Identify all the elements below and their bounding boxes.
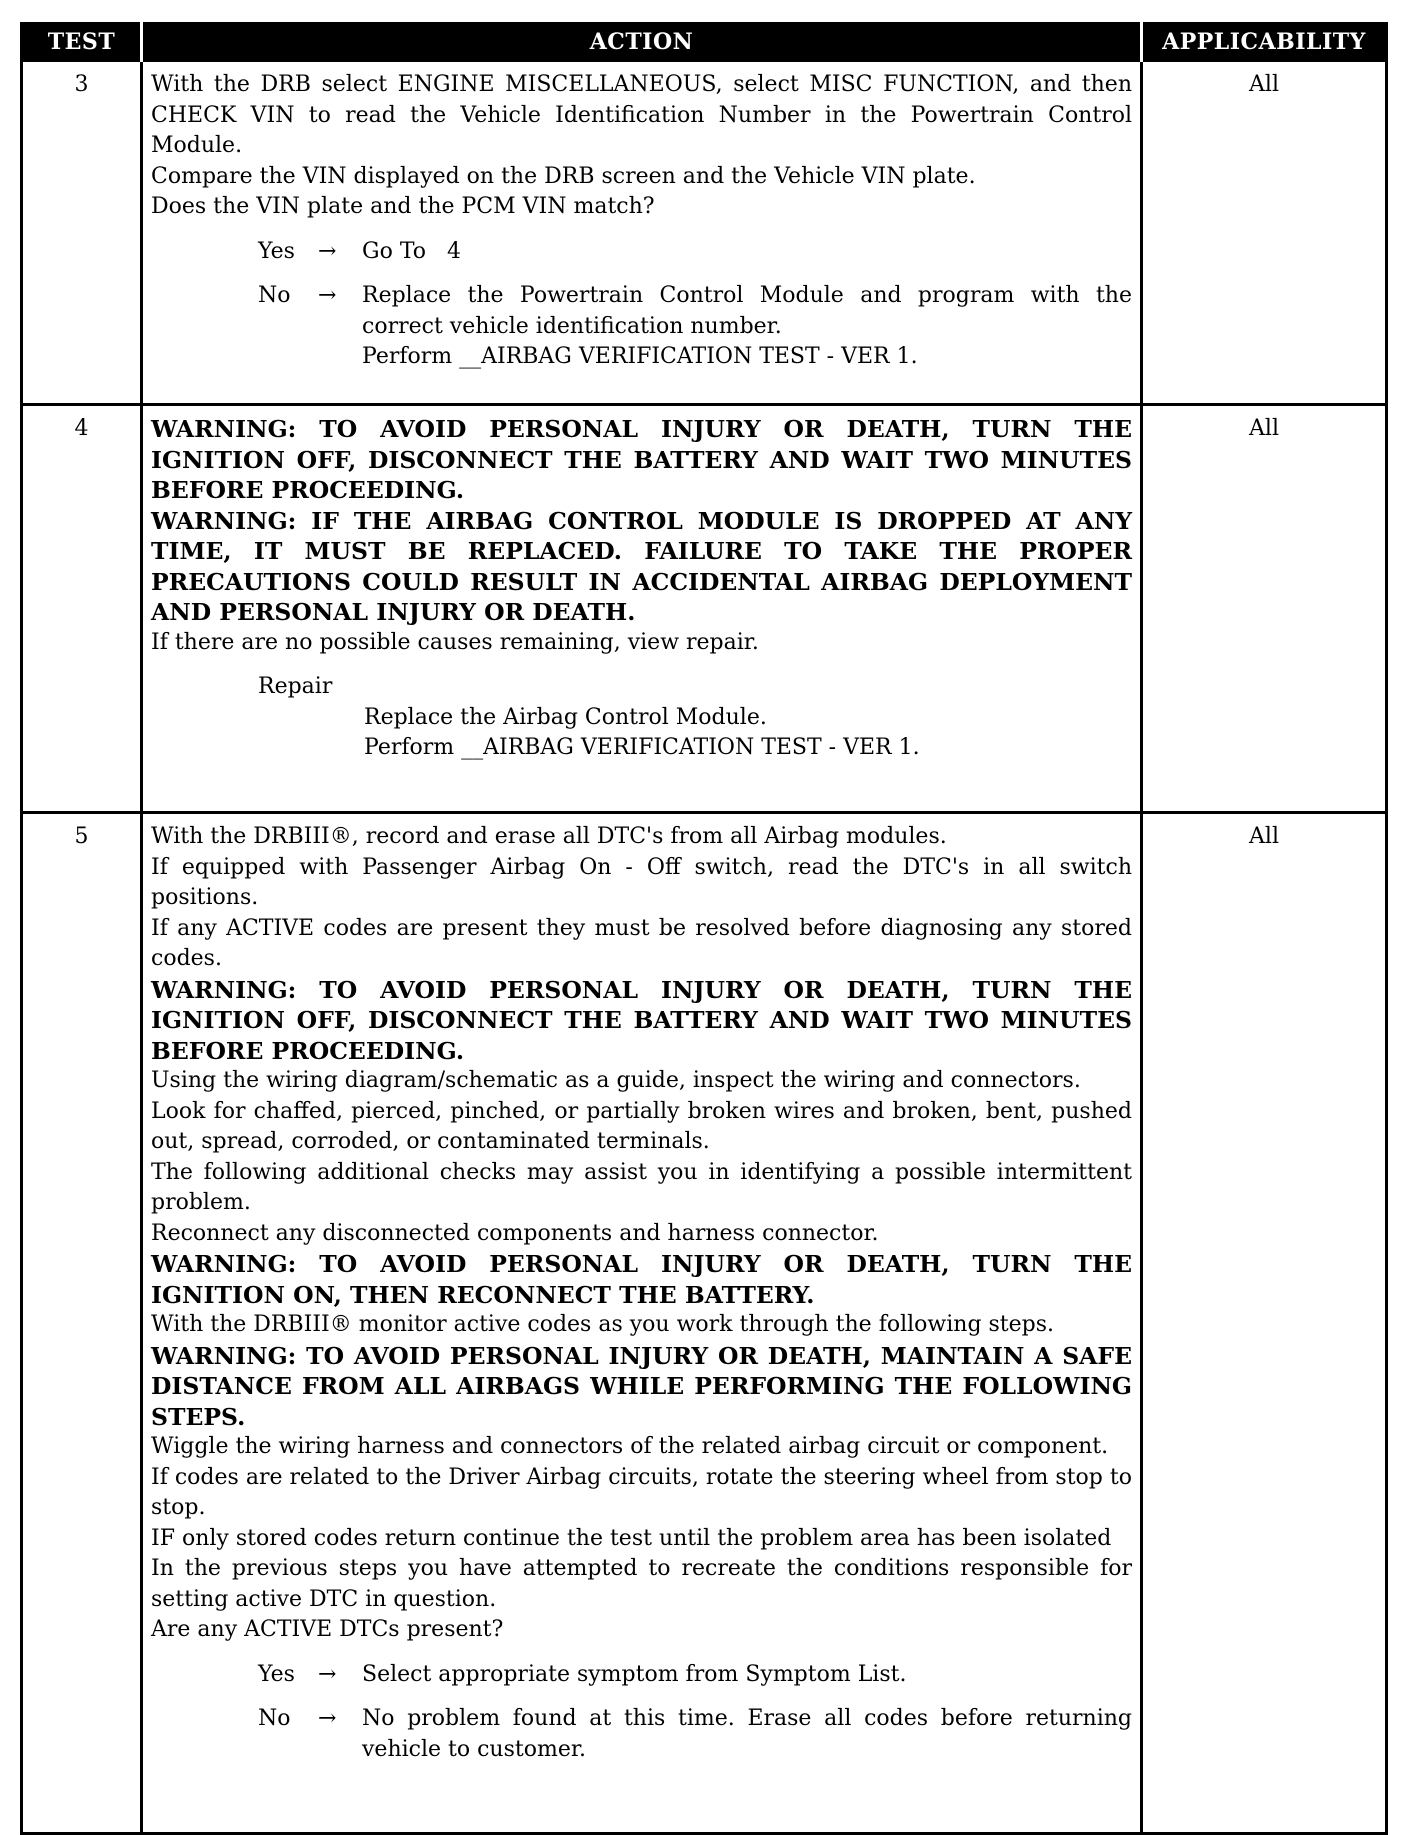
arrow-right-icon: → <box>318 283 337 308</box>
no-action-text: Replace the Powertrain Control Module and program with the correct vehicle identification number. <box>362 283 1132 339</box>
action-cell <box>142 813 1142 1834</box>
action-text: IF only stored codes return continue the test until the problem area has been isolated <box>151 1525 1112 1551</box>
action-text: If codes are related to the Driver Airbag circuits, rotate the steering wheel from stop to stop. <box>151 1464 1132 1520</box>
applicability-value: All <box>1142 61 1387 405</box>
no-branch <box>258 1704 1132 1765</box>
header-test: TEST <box>22 24 142 61</box>
table-row <box>22 813 1387 1834</box>
action-text: If equipped with Passenger Airbag On - Off switch, read the DTC's in all switch positions. <box>151 854 1132 910</box>
warning-text: WARNING: TO AVOID PERSONAL INJURY OR DEATH, TURN THE IGNITION ON, THEN RECONNECT THE BATTERY. <box>151 1250 1132 1309</box>
arrow-right-icon: → <box>318 238 337 264</box>
yes-label: Yes <box>258 1661 295 1687</box>
test-number: 3 <box>22 61 142 405</box>
applicability-value: All <box>1142 405 1387 813</box>
yes-action: Go To 4 <box>362 238 461 264</box>
action-text: With the DRBIII®, record and erase all DTC's from all Airbag modules. <box>151 824 947 849</box>
no-label: No <box>258 283 291 308</box>
action-text: With the DRB select ENGINE MISCELLANEOUS, select MISC FUNCTION, and then CHECK VIN to read the Vehicle Identification Number in the Powertrain Control Module. <box>151 72 1132 158</box>
action-steps <box>151 822 1132 1646</box>
action-text: With the DRBIII® monitor active codes as you work through the following steps. <box>151 1312 1055 1337</box>
yes-label: Yes <box>258 238 295 264</box>
action-cell <box>142 61 1142 405</box>
warning-text: WARNING: TO AVOID PERSONAL INJURY OR DEATH, MAINTAIN A SAFE DISTANCE FROM ALL AIRBAGS WHILE PERFORMING THE FOLLOWING STEPS. <box>151 1341 1132 1431</box>
action-text: If any ACTIVE codes are present they must be resolved before diagnosing any stored codes. <box>151 915 1132 971</box>
repair-section <box>258 672 1132 764</box>
action-text: The following additional checks may assist you in identifying a possible intermittent problem. <box>151 1159 1132 1215</box>
action-text: Look for chaffed, pierced, pinched, or partially broken wires and broken, bent, pushed out, spread, corroded, or contaminated terminals. <box>151 1098 1132 1154</box>
repair-step: Replace the Airbag Control Module. <box>364 704 767 730</box>
action-text: Are any ACTIVE DTCs present? <box>151 1617 504 1642</box>
action-text: Using the wiring diagram/schematic as a guide, inspect the wiring and connectors. <box>151 1068 1081 1093</box>
yes-action: Select appropriate symptom from Symptom List. <box>362 1661 907 1687</box>
warning-text: WARNING: TO AVOID PERSONAL INJURY OR DEATH, TURN THE IGNITION OFF, DISCONNECT THE BATTERY AND WAIT TWO MINUTES BEFORE PROCEEDING. <box>151 415 1132 504</box>
applicability-value: All <box>1142 813 1387 1834</box>
yes-branch <box>258 237 1132 268</box>
no-action: No problem found at this time. Erase all codes before returning vehicle to customer. <box>362 1706 1132 1762</box>
table-row <box>22 405 1387 813</box>
arrow-right-icon: → <box>318 1706 337 1731</box>
repair-label: Repair <box>258 674 333 699</box>
no-branch <box>258 281 1132 373</box>
diagnostic-test-table <box>20 22 1388 1835</box>
perform-test-text: Perform __AIRBAG VERIFICATION TEST - VER 1. <box>362 344 918 369</box>
no-action <box>362 281 1132 373</box>
action-text: If there are no possible causes remaining, view repair. <box>151 629 759 655</box>
header-applicability: APPLICABILITY <box>1142 24 1387 61</box>
yes-branch <box>258 1660 1132 1691</box>
arrow-right-icon: → <box>318 1661 337 1687</box>
perform-test-text: Perform __AIRBAG VERIFICATION TEST - VER 1. <box>364 735 920 760</box>
test-number: 5 <box>22 813 142 1834</box>
action-text: Does the VIN plate and the PCM VIN match? <box>151 194 655 219</box>
table-header-row <box>22 24 1387 61</box>
action-text: Compare the VIN displayed on the DRB screen and the Vehicle VIN plate. <box>151 163 976 189</box>
table-row <box>22 61 1387 405</box>
action-text: Reconnect any disconnected components and harness connector. <box>151 1220 879 1246</box>
no-label: No <box>258 1706 291 1731</box>
warning-text: WARNING: IF THE AIRBAG CONTROL MODULE IS DROPPED AT ANY TIME, IT MUST BE REPLACED. FAILURE TO TAKE THE PROPER PRECAUTIONS COULD RESULT IN ACCIDENTAL AIRBAG DEPLOYMENT AND PERSONAL INJURY OR DEATH. <box>151 506 1132 626</box>
warning-text: WARNING: TO AVOID PERSONAL INJURY OR DEATH, TURN THE IGNITION OFF, DISCONNECT THE BATTERY AND WAIT TWO MINUTES BEFORE PROCEEDING. <box>151 975 1132 1065</box>
action-text: Wiggle the wiring harness and connectors of the related airbag circuit or component. <box>151 1434 1109 1459</box>
test-number: 4 <box>22 405 142 813</box>
header-action: ACTION <box>142 24 1142 61</box>
action-text: In the previous steps you have attempted to recreate the conditions responsible for setting active DTC in question. <box>151 1556 1132 1612</box>
action-cell <box>142 405 1142 813</box>
